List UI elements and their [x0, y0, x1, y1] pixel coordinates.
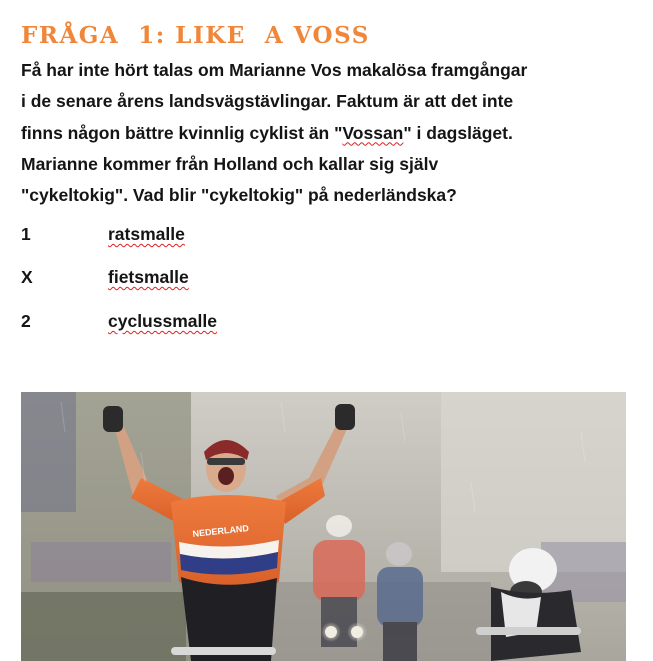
- option-key: X: [21, 267, 33, 287]
- jersey-text: NEDERLAND: [192, 523, 250, 539]
- cyclist-photo-illustration: [21, 392, 626, 661]
- option-key: 2: [21, 311, 31, 331]
- question-line-3-start: finns någon bättre kvinnlig cyklist än ": [21, 122, 343, 143]
- option-answer: fietsmalle: [108, 267, 189, 287]
- question-line-3: [21, 118, 636, 149]
- quiz-title: FRÅGA 1: LIKE A VOSS: [21, 22, 370, 49]
- option-answer: ratsmalle: [108, 224, 185, 244]
- question-line-4: Marianne kommer från Holland och kallar sig själv: [21, 153, 439, 174]
- cyclist-photo: [21, 392, 626, 661]
- question-text: [21, 55, 636, 211]
- option-answer: cyclussmalle: [108, 311, 217, 331]
- question-line-3-end: " i dagsläget.: [403, 122, 513, 143]
- question-line-5: "cykeltokig". Vad blir "cykeltokig" på nederländska?: [21, 185, 457, 206]
- option-key: 1: [21, 224, 31, 244]
- question-line-1: Få har inte hört talas om Marianne Vos makalösa framgångar: [21, 60, 528, 80]
- nickname-vossan: Vossan: [342, 122, 404, 143]
- question-line-2: i de senare årens landsvägstävlingar. Faktum är att det inte: [21, 91, 514, 112]
